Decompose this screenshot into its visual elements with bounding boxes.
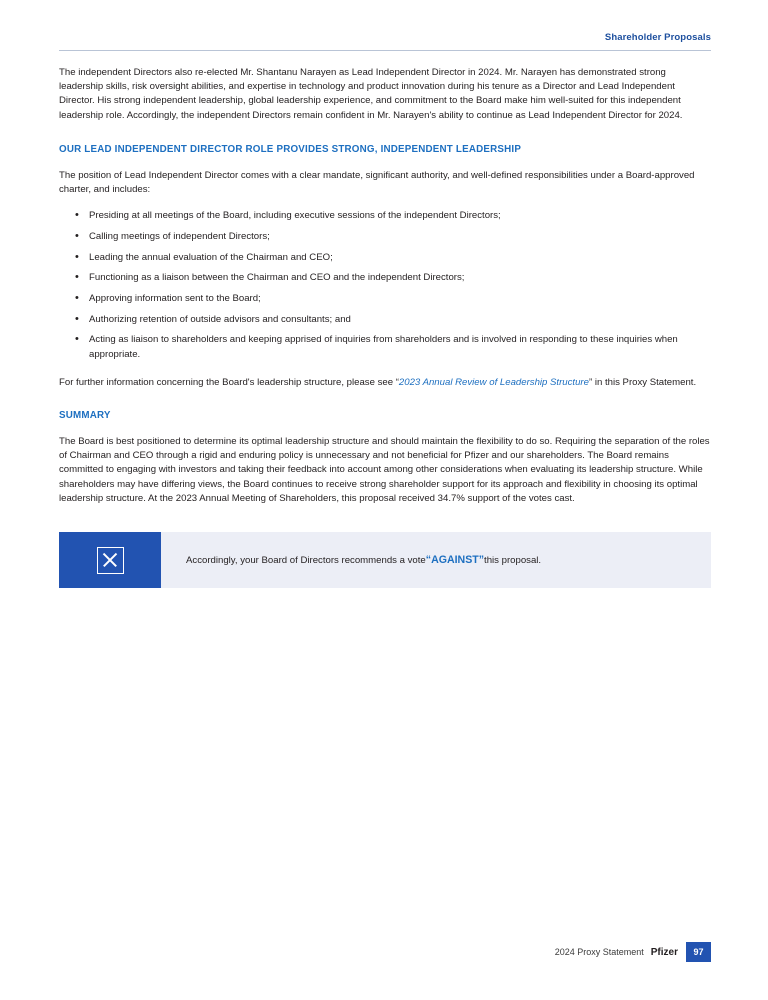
lead-independent-director-heading: OUR LEAD INDEPENDENT DIRECTOR ROLE PROVIDES STRONG, INDEPENDENT LEADERSHIP — [59, 143, 522, 155]
further-information-paragraph — [59, 376, 711, 390]
list-item: • Presiding at all meetings of the Board, including executive sessions of the independent Directors; — [59, 209, 711, 223]
list-item: • Functioning as a liaison between the Chairman and CEO and the independent Directors; — [59, 271, 711, 285]
x-mark-glyph — [97, 547, 124, 574]
list-item: • Leading the annual evaluation of the Chairman and CEO; — [59, 251, 711, 265]
page-footer — [555, 942, 711, 962]
page-number-badge: 97 — [686, 942, 711, 962]
summary-heading: SUMMARY — [59, 410, 111, 422]
board-recommendation-banner — [59, 532, 711, 588]
intro-paragraph: The independent Directors also re-elected Mr. Shantanu Narayen as Lead Independent Director in 2024. Mr. Narayen has demonstrated strong leadership skills, risk oversight abilities, and expertise in technology and product innovation during his tenure as a Director and Lead Independent Director. His strong independent leadership, global leadership experience, and commitment to the Board make him well-suited for this independent leadership role. Accordingly, the independent Directors remain confident in Mr. Narayen's ability to continue as Lead Independent Director for 2024. — [59, 67, 683, 121]
responsibilities-list — [59, 209, 711, 362]
x-mark-icon — [59, 532, 161, 588]
lead-paragraph: The position of Lead Independent Director comes with a clear mandate, significant authority, and well-defined responsibilities under a Board-approved charter, and includes: — [59, 169, 695, 196]
page-content — [59, 32, 711, 588]
recommendation-prefix: Accordingly, your Board of Directors recommends a vote — [186, 554, 426, 566]
recommendation-vote: “AGAINST” — [425, 554, 485, 567]
leadership-structure-link[interactable]: 2023 Annual Review of Leadership Structure — [398, 376, 589, 388]
footer-label: 2024 Proxy Statement — [554, 947, 644, 957]
recommendation-text — [161, 532, 711, 588]
list-item: • Calling meetings of independent Directors; — [59, 230, 711, 244]
further-info-prefix: For further information concerning the Board's leadership structure, please see “ — [59, 376, 399, 388]
summary-paragraph: The Board is best positioned to determine its optimal leadership structure and should maintain the flexibility to do so. Requiring the separation of the roles of Chairman and CEO through a rigid and enduring policy is unnecessary and not beneficial for Pfizer and our shareholders. The Board remains committed to engaging with investors and taking their feedback into account among other considerations when evaluating its leadership structure. While shareholders may have differing views, the Board continues to receive strong shareholder support for its approach and flexibility in choosing its optimal leadership structure. At the 2023 Annual Meeting of Shareholders, this proposal received 34.7% support of the votes cast. — [59, 436, 710, 504]
recommendation-suffix: this proposal. — [484, 554, 542, 566]
list-item: • Authorizing retention of outside advisors and consultants; and — [59, 313, 711, 327]
page-header: Shareholder Proposals — [59, 32, 711, 51]
list-item: • Approving information sent to the Board; — [59, 292, 711, 306]
list-item: • Acting as liaison to shareholders and keeping apprised of inquiries from shareholders and is involved in responding to these inquiries when appropriate. — [59, 333, 711, 361]
further-info-suffix: ” in this Proxy Statement. — [588, 376, 697, 388]
footer-brand: Pfizer — [650, 946, 678, 958]
